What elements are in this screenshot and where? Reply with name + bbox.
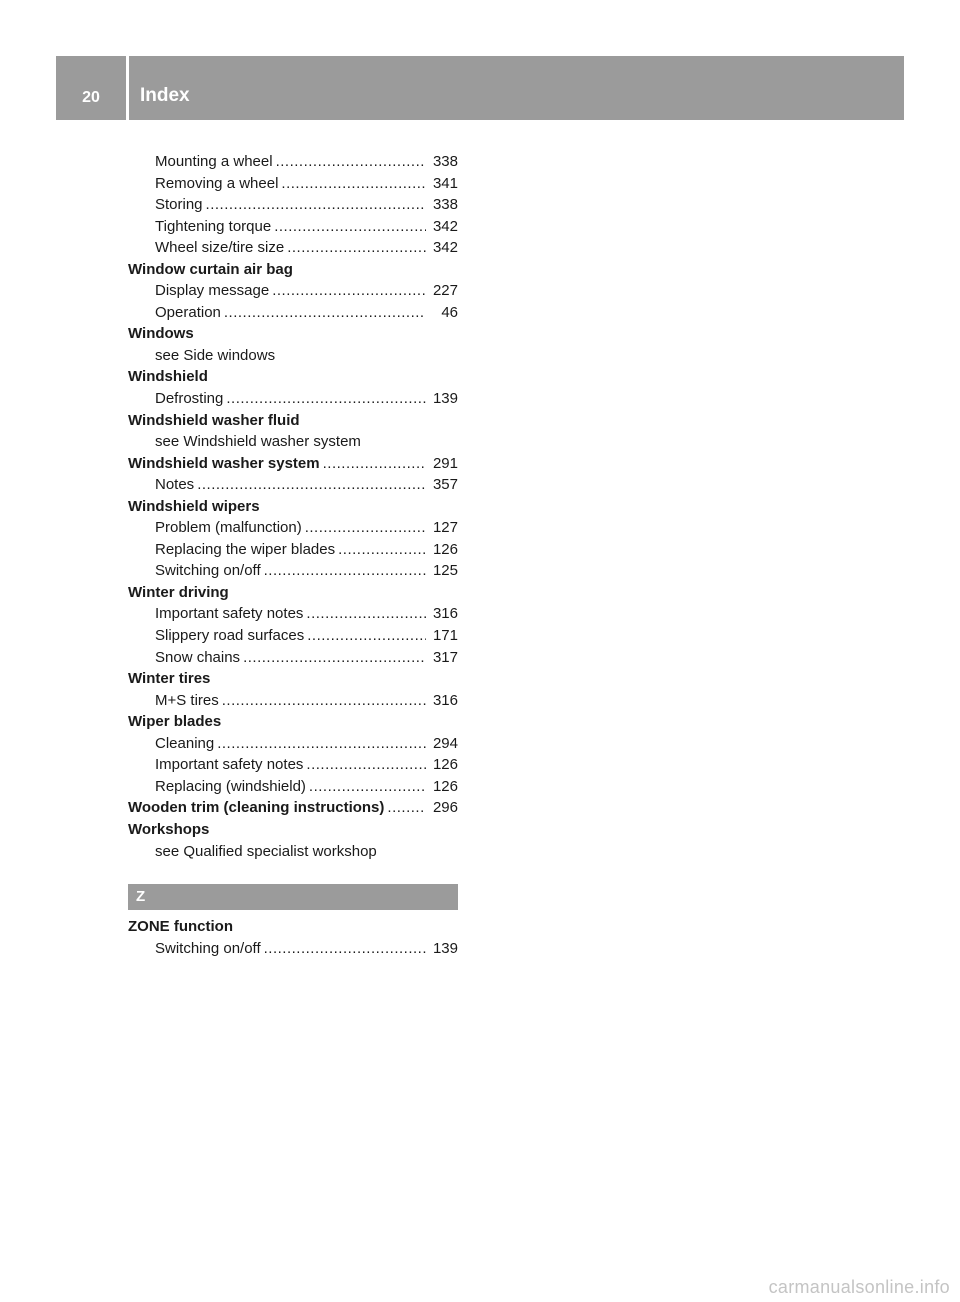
entry-label: Windows (128, 325, 194, 343)
index-subentry (128, 778, 458, 800)
entry-label: Important safety notes (155, 605, 304, 623)
entry-label: Snow chains (155, 648, 241, 666)
entry-page-number: 316 (432, 691, 458, 709)
index-subentry (128, 940, 458, 962)
entry-label: Removing a wheel (155, 174, 279, 192)
entry-label: Wooden trim (cleaning instructions) (128, 799, 385, 817)
section-header-z (128, 884, 458, 910)
entry-page-number: 126 (432, 777, 458, 795)
entry-label: Windshield wipers (128, 497, 260, 515)
entry-label: Switching on/off (155, 939, 261, 957)
index-heading (128, 821, 458, 843)
index-subentry (128, 756, 458, 778)
dot-leader (197, 476, 426, 493)
index-subentry (128, 347, 458, 369)
entry-label: ZONE function (128, 918, 233, 935)
dot-leader (281, 175, 426, 192)
entry-page-number: 46 (441, 303, 458, 321)
entry-label: Window curtain air bag (128, 260, 293, 278)
entry-label: Workshops (128, 820, 210, 838)
dot-leader (287, 239, 426, 256)
page-number: 20 (82, 89, 100, 106)
index-heading (128, 584, 458, 606)
entry-label: M+S tires (155, 691, 219, 709)
index-subentry (128, 735, 458, 757)
dot-leader (306, 605, 426, 622)
dot-leader (387, 799, 426, 816)
entry-page-number: 291 (432, 454, 458, 472)
page-title: Index (140, 85, 190, 106)
entry-page-number: 338 (432, 153, 458, 170)
entry-label: Slippery road surfaces (155, 627, 305, 645)
entry-page-number: 342 (432, 217, 458, 235)
index-subentry (128, 433, 458, 455)
dot-leader (309, 778, 426, 795)
index-subentry (128, 282, 458, 304)
entry-label: Tightening torque (155, 217, 272, 235)
entry-page-number: 126 (432, 756, 458, 774)
dot-leader (274, 218, 426, 235)
entry-label: Winter tires (128, 670, 211, 688)
header-divider (126, 56, 129, 120)
entry-label: Winter driving (128, 583, 229, 601)
dot-leader (226, 390, 426, 407)
entry-label: Wiper blades (128, 713, 222, 731)
index-subentry (128, 562, 458, 584)
dot-leader (206, 196, 426, 213)
index-subentry (128, 541, 458, 563)
dot-leader (272, 282, 426, 299)
entry-page-number: 139 (432, 939, 458, 957)
index-subentry (128, 304, 458, 326)
entry-label: Storing (155, 196, 203, 214)
entry-label: Replacing (windshield) (155, 777, 306, 795)
index-subentry (128, 153, 458, 175)
entry-page-number: 125 (432, 562, 458, 580)
entry-label: Wheel size/tire size (155, 239, 285, 257)
entry-label: Switching on/off (155, 562, 261, 580)
index-list-z (128, 918, 458, 961)
entry-label: Defrosting (155, 390, 224, 408)
dot-leader (217, 735, 426, 752)
index-heading (128, 799, 458, 821)
entry-label: Mounting a wheel (155, 153, 273, 170)
dot-leader (243, 649, 426, 666)
dot-leader (264, 940, 426, 957)
dot-leader (276, 153, 426, 170)
index-heading (128, 455, 458, 477)
dot-leader (224, 304, 426, 321)
entry-label: Replacing the wiper blades (155, 540, 336, 558)
page-header (56, 56, 904, 120)
entry-page-number: 342 (432, 239, 458, 257)
index-heading (128, 412, 458, 434)
entry-page-number: 341 (432, 174, 458, 192)
entry-page-number: 127 (432, 519, 458, 537)
entry-page-number: 294 (432, 734, 458, 752)
entry-page-number: 316 (432, 605, 458, 623)
index-subentry (128, 627, 458, 649)
index-heading (128, 498, 458, 520)
entry-page-number: 338 (432, 196, 458, 214)
index-subentry (128, 218, 458, 240)
entry-page-number: 227 (432, 282, 458, 300)
index-heading (128, 261, 458, 283)
entry-label: Important safety notes (155, 756, 304, 774)
dot-leader (307, 627, 426, 644)
dot-leader (323, 455, 426, 472)
index-subentry (128, 843, 458, 865)
index-subentry (128, 175, 458, 197)
index-subentry (128, 476, 458, 498)
index-subentry (128, 605, 458, 627)
entry-page-number: 171 (432, 627, 458, 645)
entry-label: Operation (155, 303, 221, 321)
entry-label: Problem (malfunction) (155, 519, 302, 537)
index-subentry (128, 196, 458, 218)
index-heading (128, 670, 458, 692)
dot-leader (338, 541, 426, 558)
footer-watermark: carmanualsonline.info (768, 1277, 950, 1297)
entry-page-number: 139 (432, 390, 458, 408)
entry-label: see Side windows (155, 346, 276, 364)
entry-label: Windshield washer fluid (128, 411, 300, 429)
entry-label: see Windshield washer system (155, 433, 361, 451)
entry-label: Cleaning (155, 734, 215, 752)
index-heading (128, 325, 458, 347)
entry-page-number: 357 (432, 476, 458, 494)
index-heading (128, 368, 458, 390)
entry-label: Notes (155, 476, 195, 494)
index-heading (128, 713, 458, 735)
entry-page-number: 317 (432, 648, 458, 666)
dot-leader (264, 562, 426, 579)
dot-leader (222, 692, 426, 709)
section-letter: Z (136, 888, 146, 905)
index-subentry (128, 519, 458, 541)
index-subentry (128, 239, 458, 261)
index-subentry (128, 649, 458, 671)
entry-label: Display message (155, 282, 270, 300)
index-subentry (128, 390, 458, 412)
dot-leader (305, 519, 426, 536)
entry-label: see Qualified specialist workshop (155, 842, 377, 860)
index-subentry (128, 692, 458, 714)
index-heading (128, 918, 458, 940)
entry-label: Windshield washer system (128, 454, 320, 472)
dot-leader (306, 756, 426, 773)
index-list-w (128, 153, 458, 864)
entry-page-number: 296 (432, 799, 458, 817)
entry-label: Windshield (128, 368, 208, 386)
entry-page-number: 126 (432, 540, 458, 558)
